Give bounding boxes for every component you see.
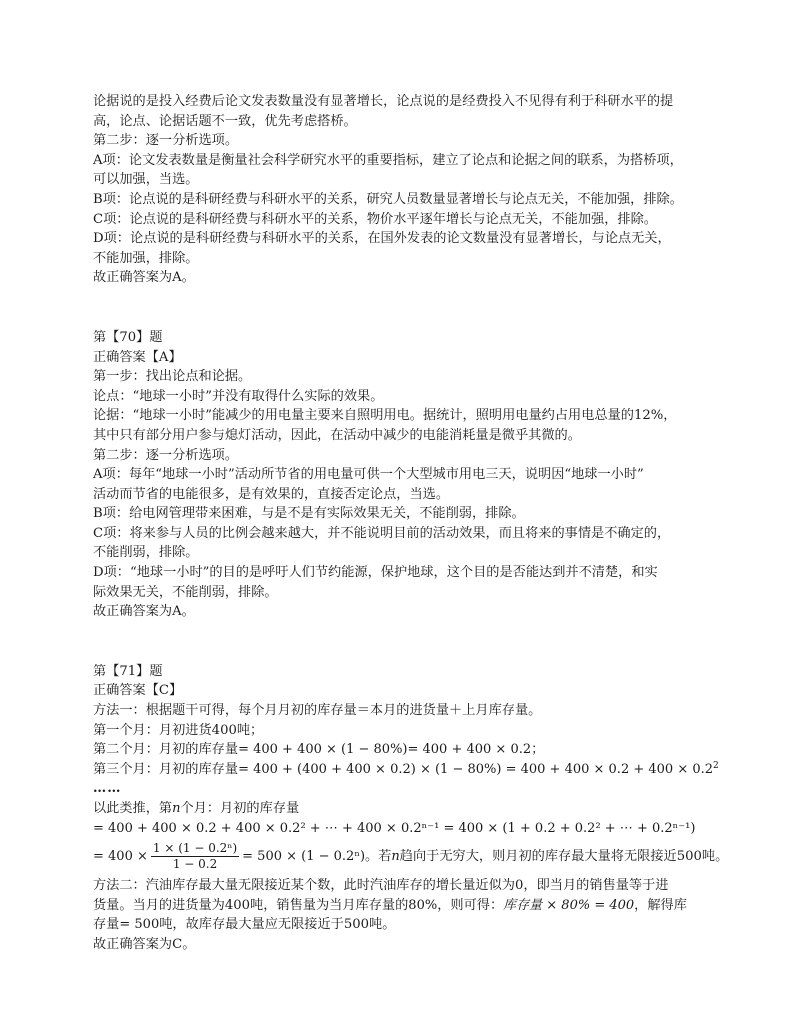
- text-line: 活动而节省的电能很多，是有效果的，直接否定论点，当选。: [93, 486, 450, 502]
- text-line: 第一个月：月初进货400吨；: [93, 722, 264, 738]
- formula: = 500: [119, 917, 160, 933]
- text-line: 第二步：逐一分析选项。: [93, 133, 239, 149]
- text-line: 不能加强，排除。: [93, 250, 199, 266]
- text-line: A项：论文发表数量是衡量社会科学研究水平的重要指标，建立了论点和论据之间的联系，为搭桥项，: [93, 152, 683, 168]
- formula: 库存量 × 80% = 400: [503, 897, 635, 913]
- q71-explanation: [93, 662, 729, 955]
- formula: 80%: [408, 897, 438, 913]
- text-line: A项：每年“地球一小时”活动所节省的用电量可供一个大型城市用电三天，说明因“地球一小时”: [93, 467, 644, 483]
- text: 吨，故库存最大量应无限接近于500吨。: [159, 917, 396, 933]
- text: 个月：月初的库存量: [180, 801, 300, 816]
- q69-explanation: [93, 92, 713, 288]
- text-line: 论据：“地球一小时”能减少的用电量主要来自照明用电。据统计，照明用电量约占用电总量的12%，: [93, 408, 677, 424]
- text-line: 论点：“地球一小时”并没有取得什么实际的效果。: [93, 388, 384, 404]
- text-line: 可以加强，当选。: [93, 172, 199, 188]
- variable-n: n: [391, 849, 400, 865]
- text-line: B项：论点说的是科研经费与科研水平的关系，研究人员数量显著增长与论点无关，不能加强，排除。: [93, 191, 683, 207]
- text-line: 其中只有部分用户参与熄灯活动，因此，在活动中减少的电能消耗量是微乎其微的。: [93, 427, 581, 443]
- text-line: [93, 760, 719, 780]
- exponent: 2: [713, 760, 719, 771]
- ellipsis: ……: [93, 781, 122, 797]
- text-line: 第一步：找出论点和论据。: [93, 369, 252, 385]
- text-line: 际效果无关，不能削弱，排除。: [93, 584, 278, 600]
- question-number: 第【70】题: [93, 329, 163, 345]
- final-answer: 故正确答案为A。: [93, 270, 195, 286]
- text-line: D项：“地球一小时”的目的是呼吁人们节约能源，保护地球，这个目的是否能达到并不清楚，和实: [93, 565, 658, 581]
- text: 。若: [365, 849, 392, 865]
- text: 货量。当月的进货量为400吨，销售量为当月库存量的: [93, 897, 409, 913]
- text-line: D项：论点说的是科研经费与科研水平的关系，在国外发表的论文数量没有显著增长，与论点无关，: [93, 231, 671, 247]
- text: 趋向于无穷大，则月初的库存最大量将无限接近500吨。: [399, 849, 729, 865]
- formula: = 400 + 400 × (1 − 80%)= 400 + 400 × 0.2: [238, 742, 532, 758]
- text: 以此类推，第: [93, 801, 173, 816]
- text: ，解得库: [634, 897, 687, 913]
- text-line: B项：给电网管理带来困难，与是不是有实际效果无关，不能削弱，排除。: [93, 506, 525, 522]
- text-line: 方法二：汽油库存最大量无限接近某个数，此时汽油库存的增长量近似为0，即当月的销售量等于进: [93, 878, 669, 894]
- text: 第二个月：月初的库存量: [93, 742, 239, 758]
- text-line: C项：论点说的是科研经费与科研水平的关系，物价水平逐年增长与论点无关，不能加强，排除。: [93, 211, 657, 227]
- text-line: 高，论点、论据话题不一致，优先考虑搭桥。: [93, 113, 357, 129]
- text-line: 论据说的是投入经费后论文发表数量没有显著增长，论点说的是经费投入不见得有利于科研水平的提: [93, 94, 674, 109]
- text-line: [93, 915, 713, 935]
- fraction-denominator: 1 − 0.2: [172, 857, 218, 872]
- fraction: [151, 841, 239, 872]
- fraction-numerator: 1 × (1 − 0.2ⁿ): [152, 841, 238, 856]
- text: ，则可得：: [437, 897, 504, 913]
- correct-answer: 正确答案【C】: [93, 683, 183, 699]
- final-answer: 故正确答案为C。: [93, 936, 196, 952]
- variable-n: n: [172, 801, 181, 816]
- question-number: 第【71】题: [93, 663, 163, 679]
- answer-explanation-page: [93, 92, 729, 955]
- formula: = 400 + (400 + 400 × 0.2) × (1 − 80%) = 400 + 400 × 0.2 + 400 × 0.2: [238, 761, 714, 777]
- text: ；: [531, 742, 545, 758]
- text-line: 第二步：逐一分析选项。: [93, 447, 239, 463]
- text-line: 不能削弱，排除。: [93, 545, 199, 561]
- equation-line: = 400 + 400 × 0.2 + 400 × 0.2² + ⋯ + 400 × 0.2ⁿ⁻¹ = 400 × (1 + 0.2 + 0.2² + ⋯ + 0.2ⁿ⁻¹): [93, 820, 696, 836]
- text-line: 方法一：根据题干可得，每个月月初的库存量＝本月的进货量＋上月库存量。: [93, 703, 542, 719]
- text: 存量: [93, 917, 120, 933]
- formula: = 400 ×: [93, 849, 148, 865]
- correct-answer: 正确答案【A】: [93, 349, 182, 365]
- text-line: [93, 799, 713, 819]
- text-line: [93, 740, 713, 760]
- formula: = 500 × (1 − 0.2ⁿ): [242, 849, 366, 865]
- text: 第三个月：月初的库存量: [93, 761, 239, 777]
- text-line: C项：将来参与人员的比例会越来越大，并不能说明目前的活动效果，而且将来的事情是不确定的，: [93, 525, 671, 541]
- final-answer: 故正确答案为A。: [93, 604, 195, 620]
- equation-line: [93, 838, 729, 876]
- text-line: [93, 896, 713, 916]
- q70-explanation: [93, 328, 713, 622]
